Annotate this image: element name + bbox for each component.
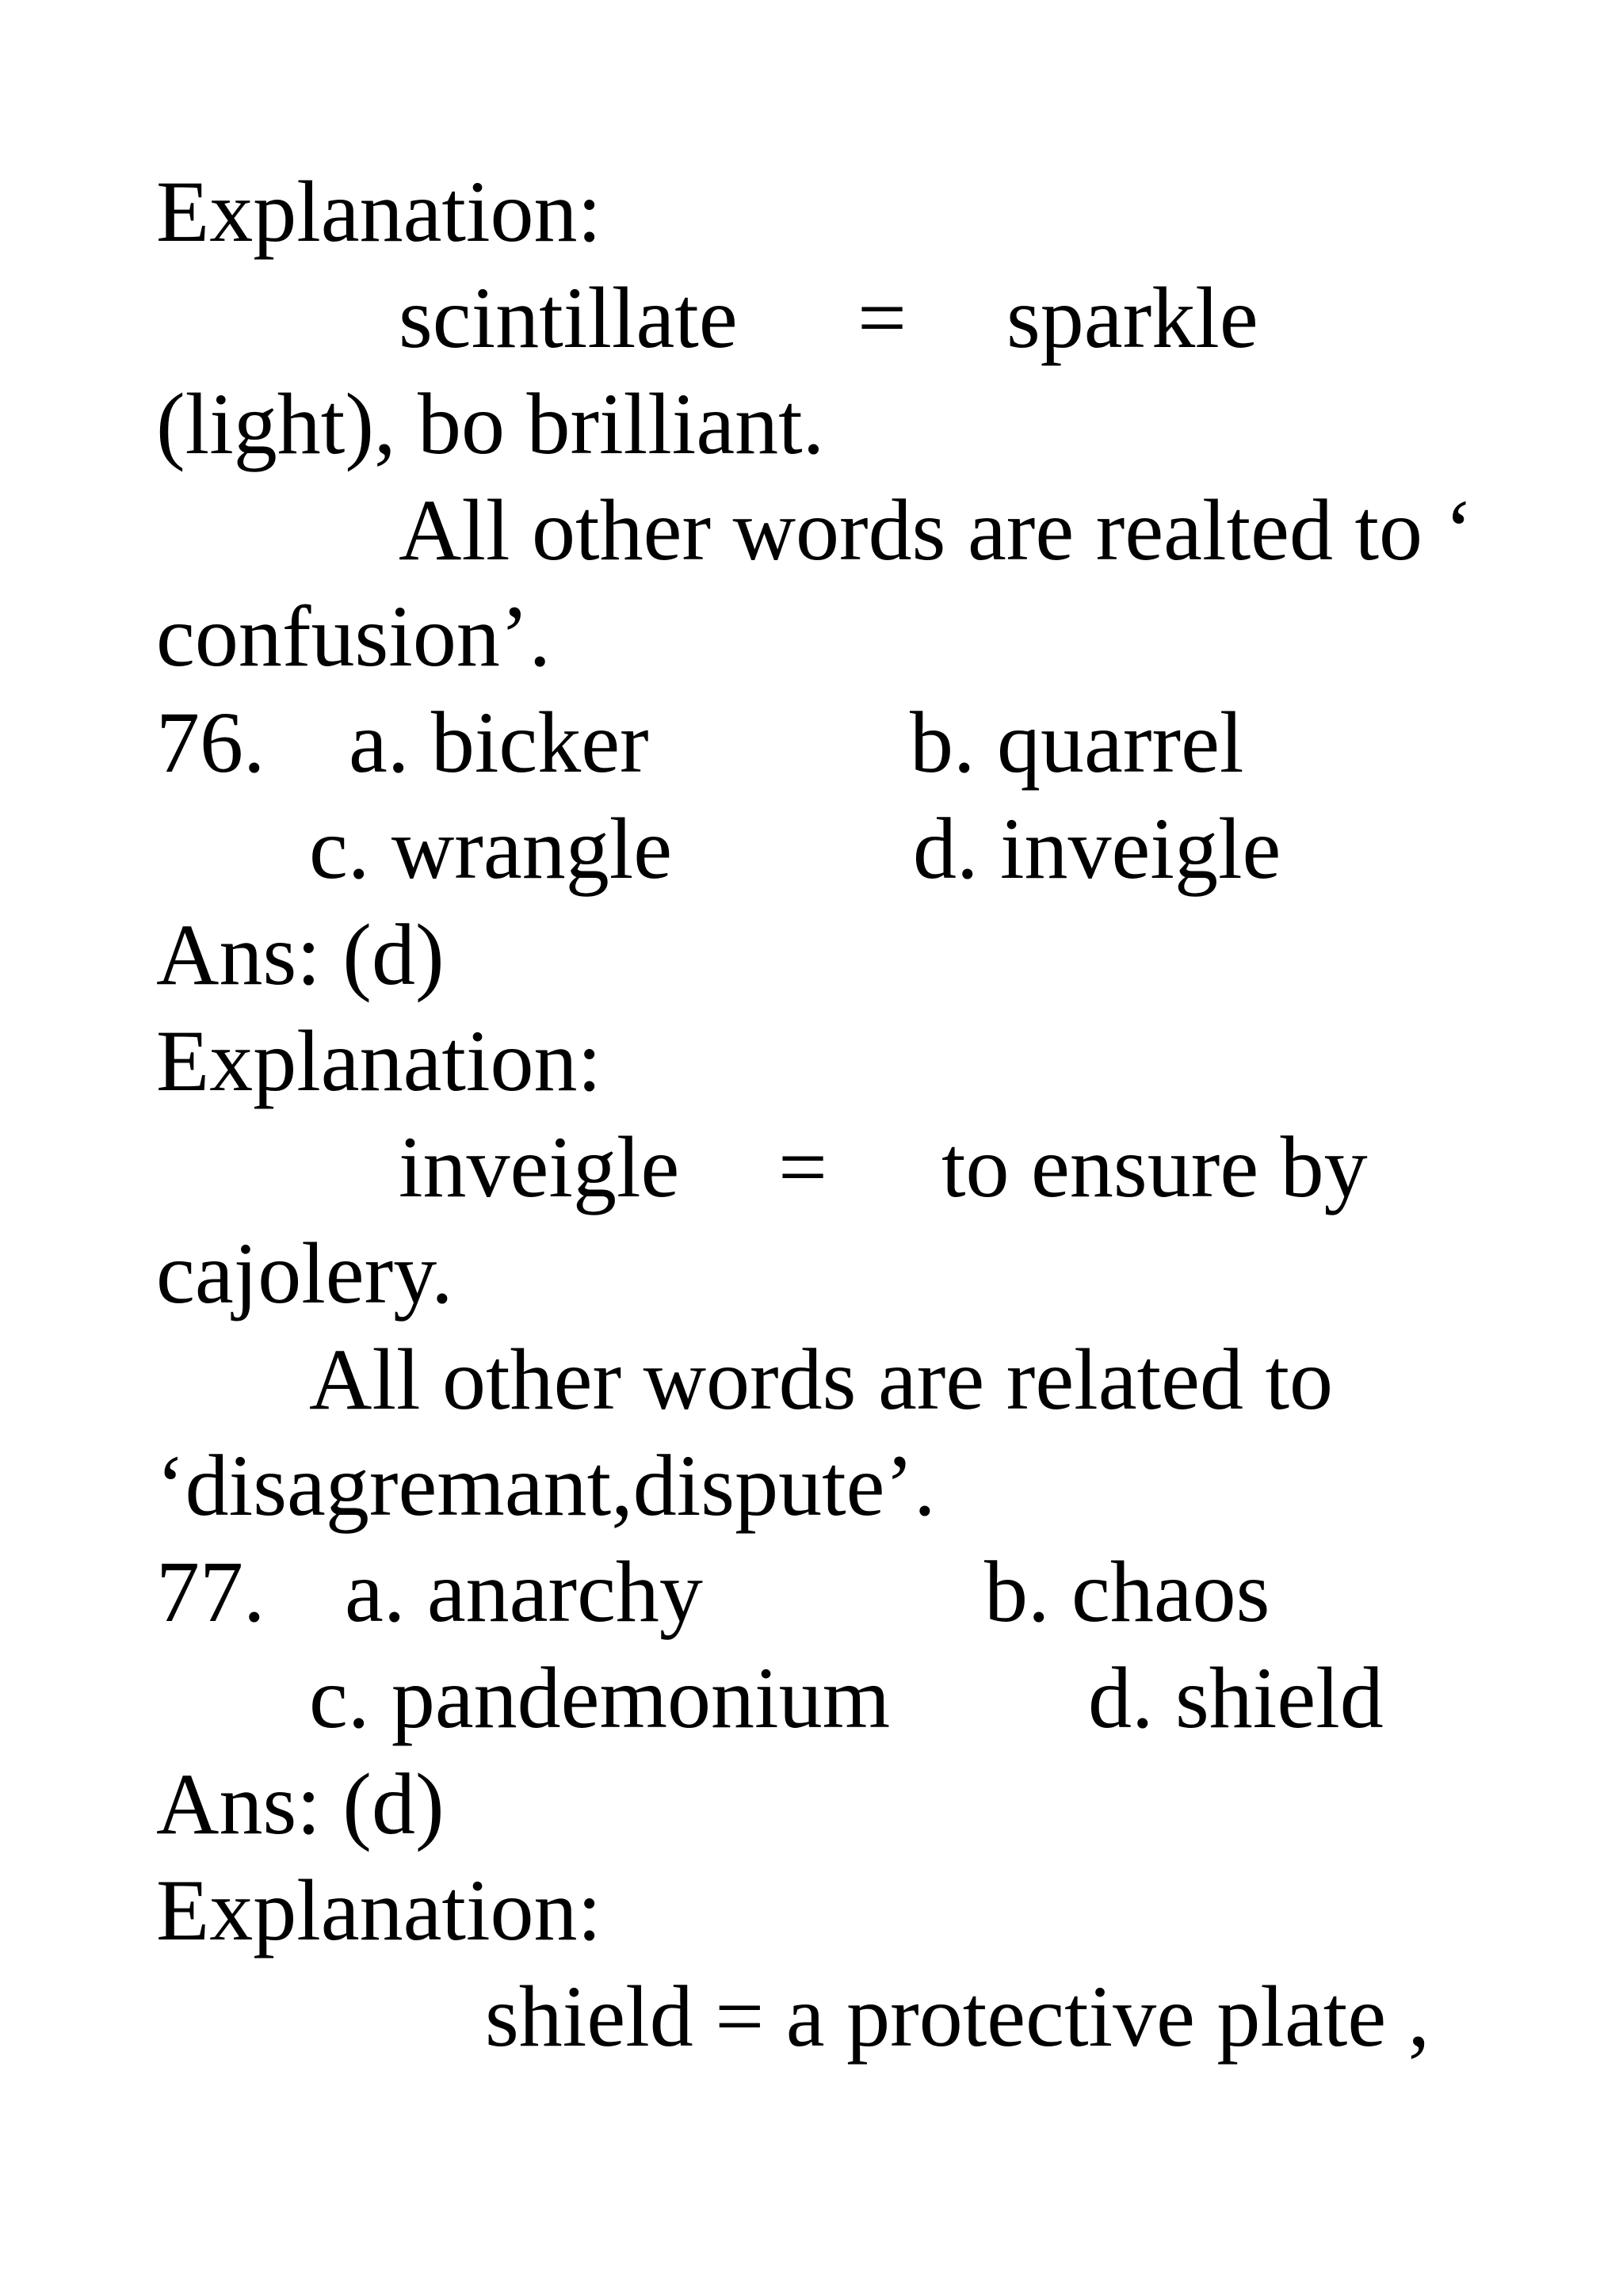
option-b: b. chaos bbox=[984, 1543, 1270, 1640]
explanation-term: inveigle bbox=[399, 1119, 680, 1215]
question-number: 77. bbox=[156, 1543, 265, 1640]
option-c: c. wrangle bbox=[309, 800, 673, 897]
explanation-term: scintillate bbox=[399, 269, 738, 366]
explanation-heading: Explanation: bbox=[156, 1013, 602, 1109]
option-a: a. anarchy bbox=[345, 1543, 703, 1640]
explanation-meaning-continued: cajolery. bbox=[156, 1225, 453, 1322]
explanation-meaning-continued: (light), bo brilliant. bbox=[156, 376, 825, 472]
explanation-note: All other words are realted to ‘ bbox=[399, 482, 1474, 578]
option-a: a. bicker bbox=[349, 694, 649, 791]
explanation-heading: Explanation: bbox=[156, 163, 602, 260]
explanation-equals: = bbox=[778, 1119, 828, 1215]
answer: Ans: (d) bbox=[156, 1756, 445, 1852]
explanation-note-continued: ‘disagremant,dispute’. bbox=[156, 1437, 936, 1534]
explanation-equals: = bbox=[857, 269, 907, 366]
explanation-note-continued: confusion’. bbox=[156, 588, 551, 685]
explanation-definition: shield = a protective plate , bbox=[485, 1968, 1430, 2065]
explanation-heading: Explanation: bbox=[156, 1862, 602, 1958]
question-number: 76. bbox=[156, 694, 265, 791]
option-d: d. shield bbox=[1088, 1650, 1384, 1746]
option-d: d. inveigle bbox=[913, 800, 1281, 897]
option-b: b. quarrel bbox=[910, 694, 1244, 791]
answer: Ans: (d) bbox=[156, 906, 445, 1003]
explanation-meaning: sparkle bbox=[1006, 269, 1258, 366]
explanation-meaning: to ensure by bbox=[941, 1119, 1368, 1215]
option-c: c. pandemonium bbox=[309, 1650, 891, 1746]
explanation-note: All other words are related to bbox=[309, 1331, 1334, 1428]
